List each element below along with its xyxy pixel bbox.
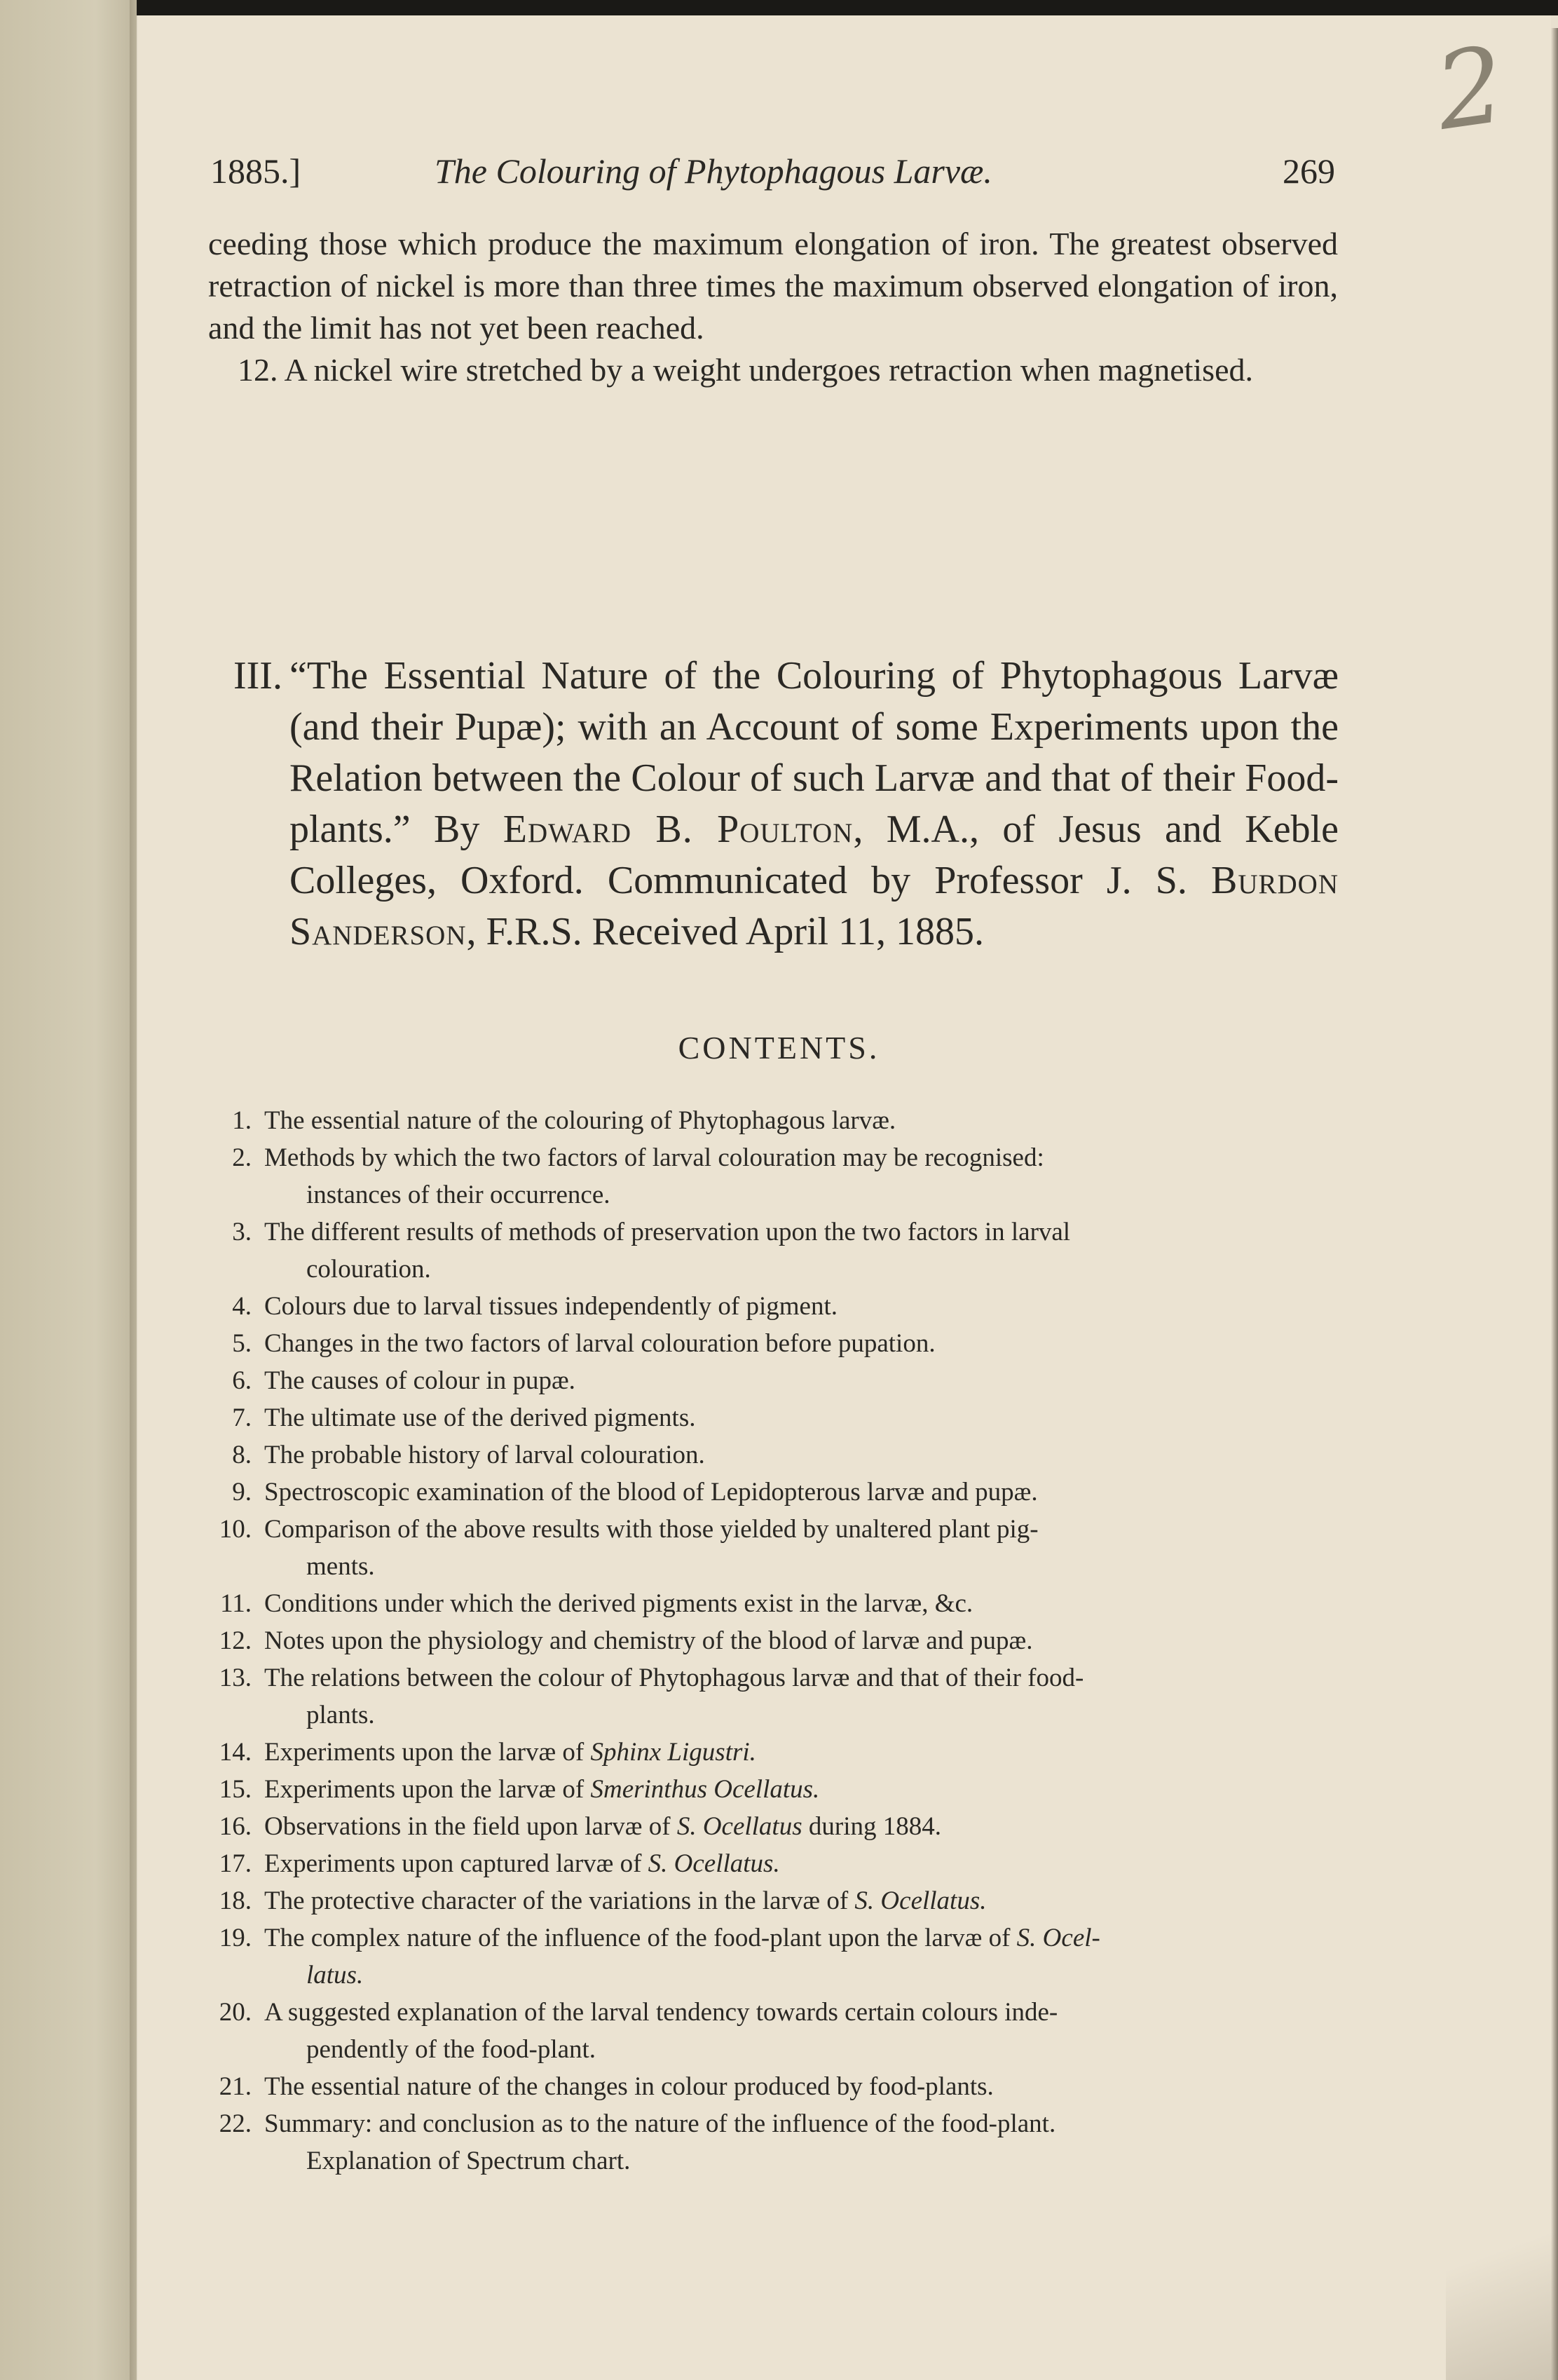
contents-entry-continuation: ments. xyxy=(306,1552,375,1581)
contents-entry-line xyxy=(264,1734,1338,1771)
contents-entry xyxy=(208,1659,1338,1734)
contents-entry-number: 17. xyxy=(219,1849,252,1878)
contents-entry-number: 2. xyxy=(232,1143,252,1172)
contents-entry-continuation: Explanation of Spectrum chart. xyxy=(306,2147,631,2175)
contents-entry-number: 10. xyxy=(219,1515,252,1544)
contents-entry xyxy=(208,2068,1338,2105)
contents-entry xyxy=(208,1474,1338,1511)
contents-entry-line xyxy=(264,1994,1338,2031)
contents-entry xyxy=(208,1399,1338,1436)
contents-entry-line xyxy=(264,1585,1338,1622)
contents-entry-line xyxy=(264,1325,1338,1362)
contents-entry-line xyxy=(264,1771,1338,1808)
contents-entry xyxy=(208,1325,1338,1362)
contents-entry-text: The ultimate use of the derived pigments. xyxy=(264,1403,696,1432)
contents-entry-number: 15. xyxy=(219,1775,252,1804)
contents-entry-line xyxy=(264,1659,1338,1696)
contents-entry-number: 14. xyxy=(219,1738,252,1767)
contents-entry-text: The relations between the colour of Phytophagous larvæ and that of their food- xyxy=(264,1664,1084,1692)
author-affiliation: , M.A., of Jesus and Keble Colleges, Oxford. Communicated by Professor J. S. xyxy=(289,808,1339,902)
handwritten-mark: 2 xyxy=(1428,24,1512,154)
contents-entry-text: A suggested explanation of the larval tendency towards certain colours inde- xyxy=(264,1998,1058,2027)
contents-entry xyxy=(208,1771,1338,1808)
contents-entry-line xyxy=(264,1882,1338,1919)
contents-entry-number: 18. xyxy=(219,1886,252,1915)
contents-entry-text: Experiments upon the larvæ of xyxy=(264,1738,591,1767)
contents-entry-number: 9. xyxy=(232,1478,252,1507)
contents-entry-text: The essential nature of the colouring of Phytophagous larvæ. xyxy=(264,1106,896,1135)
contents-entry-text: Summary: and conclusion as to the nature of the influence of the food-plant. xyxy=(264,2109,1056,2138)
contents-entry-continuation: colouration. xyxy=(306,1255,431,1284)
contents-entry-number: 20. xyxy=(219,1998,252,2027)
contents-entry-species: S. Ocellatus xyxy=(676,1812,802,1841)
contents-entry-line xyxy=(264,1213,1338,1251)
contents-entry-line xyxy=(264,1511,1338,1548)
contents-entry-text-after: during 1884. xyxy=(802,1812,941,1841)
contents-entry-text: The complex nature of the influence of the food-plant upon the larvæ of xyxy=(264,1924,1017,1952)
contents-entry-text: Observations in the field upon larvæ of xyxy=(264,1812,677,1841)
contents-entry-continuation: instances of their occurrence. xyxy=(306,1181,610,1209)
contents-entry-line xyxy=(264,1362,1338,1399)
contents-entry xyxy=(208,1139,1338,1213)
contents-entry-continuation: latus. xyxy=(306,1961,364,1990)
contents-entry-line xyxy=(264,1474,1338,1511)
contents-entry-text: Comparison of the above results with those yielded by unaltered plant pig- xyxy=(264,1515,1039,1544)
contents-entry-line xyxy=(264,1436,1338,1474)
contents-entry-text: The essential nature of the changes in colour produced by food-plants. xyxy=(264,2072,994,2101)
contents-entry-number: 13. xyxy=(219,1664,252,1692)
contents-entry-line xyxy=(264,1288,1338,1325)
contents-entry xyxy=(208,1808,1338,1845)
contents-entry-number: 3. xyxy=(232,1218,252,1246)
contents-entry-text: The probable history of larval colouration. xyxy=(264,1441,705,1469)
contents-entry-text: Experiments upon captured larvæ of xyxy=(264,1849,648,1878)
contents-entry-line xyxy=(264,1399,1338,1436)
contents-entry-number: 12. xyxy=(219,1626,252,1655)
contents-entry xyxy=(208,1882,1338,1919)
received-date: , F.R.S. Received April 11, 1885. xyxy=(466,910,985,953)
contents-entry-number: 7. xyxy=(232,1403,252,1432)
contents-entry-text: Conditions under which the derived pigments exist in the larvæ, &c. xyxy=(264,1589,973,1618)
contents-entry-number: 19. xyxy=(219,1924,252,1952)
contents-entry-line xyxy=(264,1102,1338,1139)
paragraph-end: ceeding those which produce the maximum elongation of iron. The greatest observed retraction of nickel is more than three times the maximum observed elongation of iron, and the limit has not yet been reached. xyxy=(208,226,1338,346)
article-title-block xyxy=(289,651,1339,958)
contents-entry-text: Methods by which the two factors of larval colouration may be recognised: xyxy=(264,1143,1044,1172)
contents-entry-number: 21. xyxy=(219,2072,252,2101)
contents-entry xyxy=(208,1436,1338,1474)
contents-entry-text: Experiments upon the larvæ of xyxy=(264,1775,591,1804)
contents-heading: CONTENTS. xyxy=(678,1030,880,1066)
contents-entry xyxy=(208,1845,1338,1882)
previous-article-continuation xyxy=(208,223,1338,391)
contents-entry-species: Sphinx Ligustri. xyxy=(590,1738,756,1767)
contents-entry xyxy=(208,1585,1338,1622)
binding-shadow xyxy=(130,0,138,2380)
contents-entry xyxy=(208,1362,1338,1399)
contents-list xyxy=(208,1102,1338,2180)
contents-entry-text: Notes upon the physiology and chemistry of the blood of larvæ and pupæ. xyxy=(264,1626,1033,1655)
contents-entry-number: 16. xyxy=(219,1812,252,1841)
contents-entry-continuation: plants. xyxy=(306,1701,375,1729)
communicator-name: Burdon Sanderson xyxy=(289,859,1339,953)
contents-entry xyxy=(208,1734,1338,1771)
contents-entry-text: The causes of colour in pupæ. xyxy=(264,1366,575,1395)
contents-entry-line xyxy=(264,1845,1338,1882)
running-head-year: 1885.] xyxy=(210,151,301,191)
contents-entry xyxy=(208,1994,1338,2068)
contents-entry xyxy=(208,1102,1338,1139)
contents-entry xyxy=(208,1288,1338,1325)
contents-entry-species: S. Ocellatus. xyxy=(648,1849,780,1878)
contents-entry-text: The protective character of the variations in the larvæ of xyxy=(264,1886,855,1915)
contents-entry-number: 5. xyxy=(232,1329,252,1358)
running-head-title: The Colouring of Phytophagous Larvæ. xyxy=(435,151,992,191)
contents-entry-line xyxy=(264,1139,1338,1176)
contents-entry xyxy=(208,1213,1338,1288)
contents-entry-line xyxy=(264,2068,1338,2105)
contents-entry-number: 22. xyxy=(219,2109,252,2138)
byline-by: By xyxy=(434,808,480,851)
author-name: Edward B. Poulton xyxy=(503,808,854,851)
contents-entry-text: Changes in the two factors of larval colouration before pupation. xyxy=(264,1329,936,1358)
page-top-edge xyxy=(137,0,1558,15)
contents-entry xyxy=(208,1511,1338,1585)
contents-entry-number: 4. xyxy=(232,1292,252,1321)
page-number: 269 xyxy=(1283,151,1335,191)
article-roman-numeral: III. xyxy=(233,654,282,698)
contents-entry-line xyxy=(264,1808,1338,1845)
contents-entry-number: 6. xyxy=(232,1366,252,1395)
contents-entry-number: 1. xyxy=(232,1106,252,1135)
book-binding xyxy=(0,0,137,2380)
contents-entry-number: 8. xyxy=(232,1441,252,1469)
page-right-edge xyxy=(1551,28,1558,2380)
contents-entry-species: Smerinthus Ocellatus. xyxy=(590,1775,820,1804)
contents-entry xyxy=(208,1622,1338,1659)
contents-entry-species: S. Ocel- xyxy=(1016,1924,1100,1952)
article-title: “The Essential Nature of the Colouring of Phytophagous Larvæ (and their Pupæ); with an Account of some Experiments upon the Relation between the Colour of such Larvæ and that of their Food-plants.” xyxy=(289,654,1339,851)
contents-entry-species: S. Ocellatus. xyxy=(854,1886,987,1915)
contents-entry-text: Spectroscopic examination of the blood of Lepidopterous larvæ and pupæ. xyxy=(264,1478,1038,1507)
contents-entry-text: Colours due to larval tissues independently of pigment. xyxy=(264,1292,838,1321)
contents-entry-line xyxy=(264,1622,1338,1659)
numbered-conclusion-12: 12. A nickel wire stretched by a weight undergoes retraction when magnetised. xyxy=(238,352,1253,388)
contents-entry-line xyxy=(264,2105,1338,2142)
contents-entry xyxy=(208,2105,1338,2180)
contents-entry-continuation: pendently of the food-plant. xyxy=(306,2035,596,2064)
contents-entry-number: 11. xyxy=(220,1589,252,1618)
contents-entry xyxy=(208,1919,1338,1994)
contents-entry-text: The different results of methods of preservation upon the two factors in larval xyxy=(264,1218,1071,1246)
contents-entry-line xyxy=(264,1919,1338,1957)
corner-wear xyxy=(1446,2170,1558,2380)
